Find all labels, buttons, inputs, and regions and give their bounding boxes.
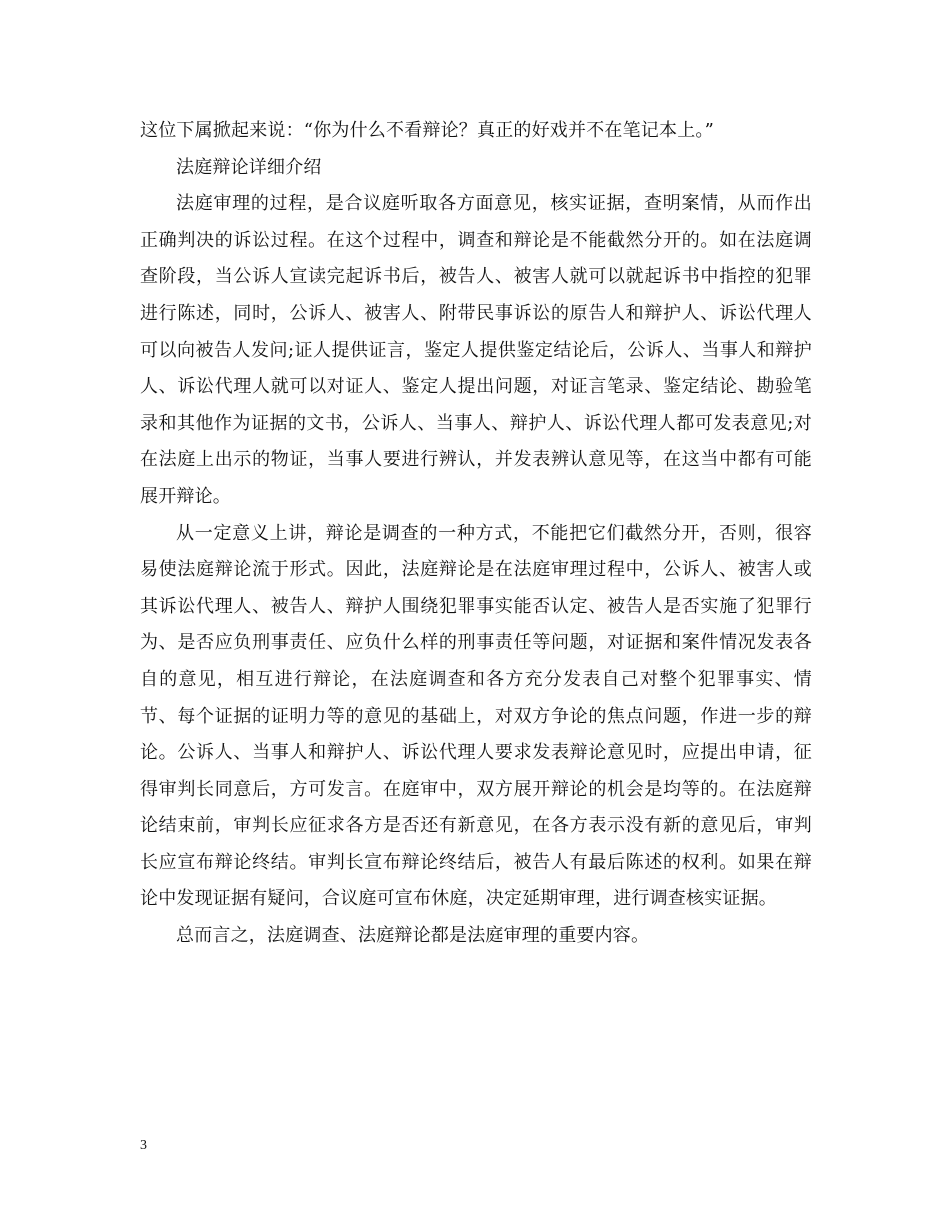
paragraph-debate-meaning: 从一定意义上讲，辩论是调查的一种方式，不能把它们截然分开，否则，很容易使法庭辩论流于形式。因此，法庭辩论是在法庭审理过程中，公诉人、被害人或其诉讼代理人、被告人、辩护人围绕犯罪事实能否认定、被告人是否实施了犯罪行为、是否应负刑事责任、应负什么样的刑事责任等问题，对证据和案件情况发表各自的意见，相互进行辩论，在法庭调查和各方充分发表自己对整个犯罪事实、情节、每个证据的证明力等的意见的基础上，对双方争论的焦点问题，作进一步的辩论。公诉人、当事人和辩护人、诉讼代理人要求发表辩论意见时，应提出申请，征得审判长同意后，方可发言。在庭审中，双方展开辩论的机会是均等的。在法庭辩论结束前，审判长应征求各方是否还有新意见，在各方表示没有新的意见后，审判长应宣布辩论终结。审判长宣布辩论终结后，被告人有最后陈述的权利。如果在辩论中发现证据有疑问，合议庭可宣布休庭，决定延期审理，进行调查核实证据。 bbox=[140, 522, 812, 910]
section-heading: 法庭辩论详细介绍 bbox=[176, 156, 322, 178]
paragraph-court-process: 法庭审理的过程，是合议庭听取各方面意见，核实证据，查明案情，从而作出正确判决的诉讼过程。在这个过程中，调查和辩论是不能截然分开的。如在法庭调查阶段，当公诉人宣读完起诉书后，被告人、被害人就可以就起诉书中指控的犯罪进行陈述，同时，公诉人、被害人、附带民事诉讼的原告人和辩护人、诉讼代理人可以向被告人发问;证人提供证言，鉴定人提供鉴定结论后，公诉人、当事人和辩护人、诉讼代理人就可以对证人、鉴定人提出问题，对证言笔录、鉴定结论、勘验笔录和其他作为证据的文书，公诉人、当事人、辩护人、诉讼代理人都可发表意见;对在法庭上出示的物证，当事人要进行辨认，并发表辨认意见等，在这当中都有可能展开辩论。 bbox=[140, 193, 812, 507]
page-number: 3 bbox=[140, 1138, 147, 1153]
document-body bbox=[140, 113, 812, 955]
paragraph-continuation: 这位下属掀起来说：“你为什么不看辩论？真正的好戏并不在笔记本上。” bbox=[140, 120, 715, 141]
paragraph-summary: 总而言之，法庭调查、法庭辩论都是法庭审理的重要内容。 bbox=[176, 925, 650, 947]
